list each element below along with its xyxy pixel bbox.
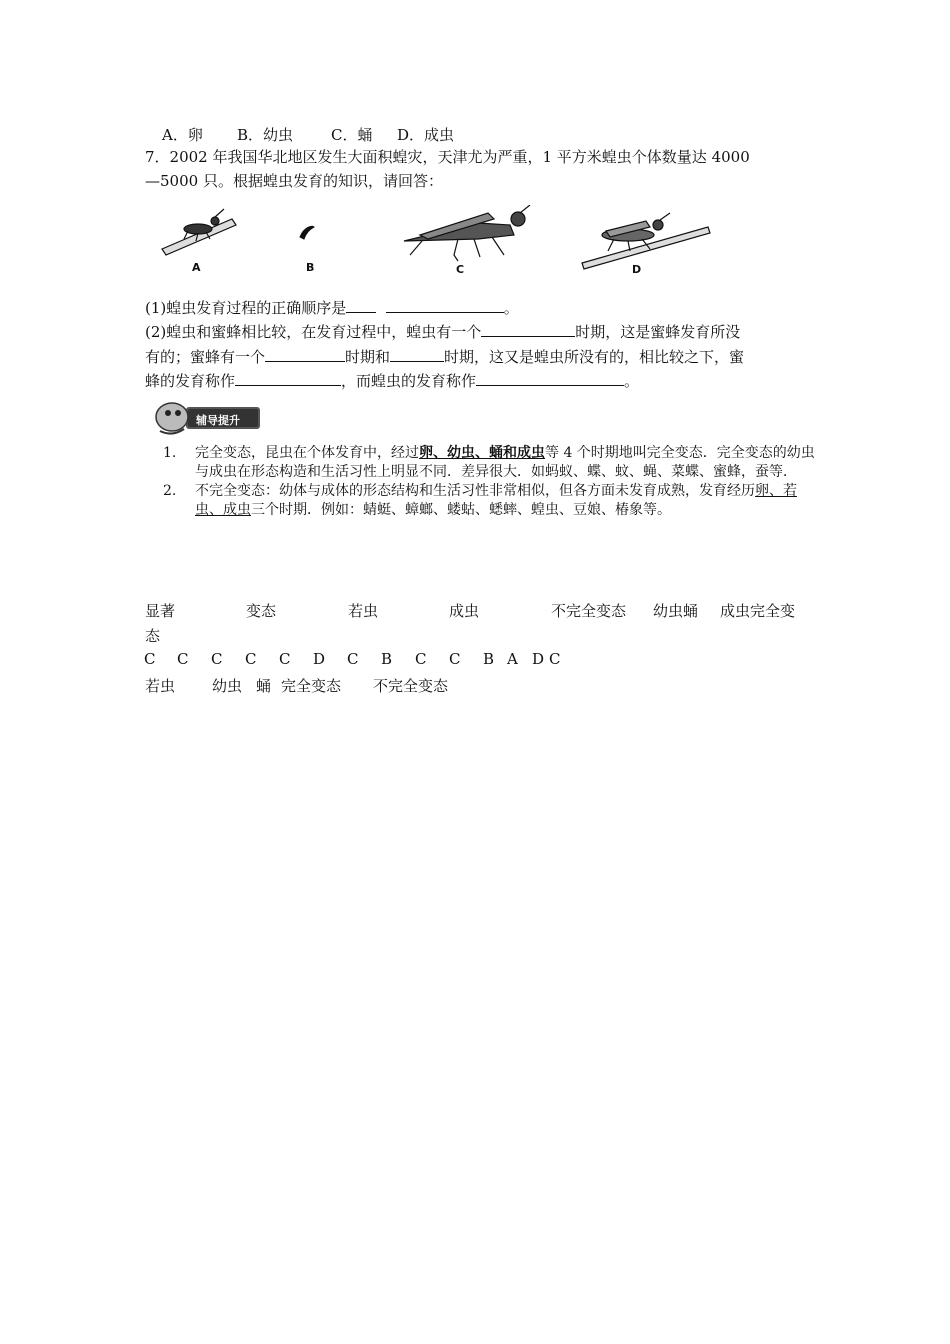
sub-question-1 — [145, 297, 519, 318]
answer-row1-item: 显著 — [145, 602, 176, 620]
answer-row3-item: 蛹 — [256, 677, 272, 695]
answer-row2-item: C — [347, 650, 359, 668]
answer-blank[interactable] — [390, 347, 444, 362]
tip-text: 三个时期．例如：蜻蜓、蟑螂、蝼蛄、蟋蟀、蝗虫、豆娘、椿象等。 — [251, 502, 671, 518]
option-d: D．成虫 — [397, 126, 455, 144]
tip-text: 等 4 个时期地叫完全变态．完全变态的幼虫与成虫在形态构造和生活习性上明显不同．差异很大．如蚂蚁、蝶、蚊、蝇、菜蝶、蜜蜂，蚕等． — [195, 445, 815, 480]
sub-question-2-line3 — [145, 370, 639, 391]
answer-row3-item: 完全变态 — [281, 677, 342, 695]
question-7-line1: 7．2002 年我国华北地区发生大面积蝗灾，天津尤为严重，1 平方米蝗虫个体数量达 4000 — [145, 148, 750, 166]
tip-item — [163, 444, 823, 482]
option-c: C．蛹 — [331, 126, 373, 144]
answer-row1-item: 成虫 — [449, 602, 480, 620]
sub-question-2-line1 — [145, 321, 740, 342]
tip-emphasis: 卵、若虫、成虫 — [195, 483, 797, 518]
figure-d-adult-on-branch — [582, 213, 710, 269]
answer-row2-item: C — [144, 650, 156, 668]
answer-row2-item: D — [532, 650, 545, 668]
sub2-text-h: 。 — [624, 372, 640, 390]
sub2-text-g: ，而蝗虫的发育称作 — [341, 372, 477, 390]
tip-number: 1. — [163, 445, 177, 461]
figure-label-d: D — [632, 263, 642, 276]
answer-row2-item: B — [483, 650, 495, 668]
answer-row3-item: 若虫 — [145, 677, 176, 695]
question-7-line2: —5000 只。根据蝗虫发育的知识，请回答： — [145, 172, 443, 190]
answer-row3-item: 不完全变态 — [373, 677, 449, 695]
tip-emphasis: 卵、幼虫、蛹和成虫 — [419, 445, 545, 461]
answer-row2-item: C — [245, 650, 257, 668]
figure-a-nymph — [162, 209, 236, 255]
option-b: B．幼虫 — [237, 126, 294, 144]
sub1-end: 。 — [503, 299, 519, 317]
answer-blank[interactable] — [235, 371, 341, 386]
answer-row2-item: C — [279, 650, 291, 668]
sub-question-2-line2 — [145, 346, 744, 367]
sub1-text: (1)蝗虫发育过程的正确顺序是 — [145, 299, 347, 317]
answer-row1-item: 若虫 — [348, 602, 379, 620]
section-badge-label: 辅导提升 — [196, 414, 240, 427]
sub2-text-c: 有的；蜜蜂有一个 — [145, 348, 266, 366]
answer-row2-item: C — [415, 650, 427, 668]
answer-row3-item: 幼虫 — [212, 677, 243, 695]
figure-label-c: C — [456, 263, 465, 276]
answer-row2-item: A — [507, 650, 518, 668]
figure-b-eggs — [300, 226, 314, 239]
answer-blank[interactable] — [481, 322, 575, 337]
tips-list — [163, 444, 823, 520]
sub2-text-d: 时期和 — [345, 348, 391, 366]
answer-row1-item: 幼虫蛹 — [653, 602, 699, 620]
sub2-text-f: 蜂的发育称作 — [145, 372, 236, 390]
answer-row2-item: C — [211, 650, 223, 668]
answer-row2-item: B — [381, 650, 393, 668]
answer-row2-item: C — [549, 650, 561, 668]
figure-c-adult — [404, 205, 530, 261]
answer-row2-item: C — [177, 650, 189, 668]
answer-blank[interactable] — [346, 298, 376, 313]
answer-row1-wrap: 态 — [145, 627, 161, 645]
tip-item — [163, 482, 823, 520]
answer-blank[interactable] — [476, 371, 624, 386]
sub2-text-a: (2)蝗虫和蜜蜂相比较，在发育过程中，蝗虫有一个 — [145, 323, 482, 341]
option-a: A．卵 — [162, 126, 203, 144]
answer-blank[interactable] — [265, 347, 345, 362]
tip-text: 完全变态，昆虫在个体发育中，经过 — [195, 445, 419, 461]
sub2-text-e: 时期，这又是蝗虫所没有的，相比较之下，蜜 — [444, 348, 745, 366]
answer-row1-item: 成虫完全变 — [720, 602, 796, 620]
figure-label-a: A — [192, 261, 201, 274]
answer-row1-item: 变态 — [246, 602, 277, 620]
answer-row2-item: D — [313, 650, 326, 668]
sub2-text-b: 时期，这是蜜蜂发育所没 — [575, 323, 741, 341]
tip-text: 不完全变态：幼体与成体的形态结构和生活习性非常相似，但各方面未发育成熟，发育经历 — [195, 483, 755, 499]
locust-development-figures — [158, 205, 718, 277]
answer-blank[interactable] — [386, 298, 504, 313]
figure-label-b: B — [306, 261, 315, 274]
tip-number: 2. — [163, 483, 177, 499]
answer-row2-item: C — [449, 650, 461, 668]
answer-row1-item: 不完全变态 — [551, 602, 627, 620]
